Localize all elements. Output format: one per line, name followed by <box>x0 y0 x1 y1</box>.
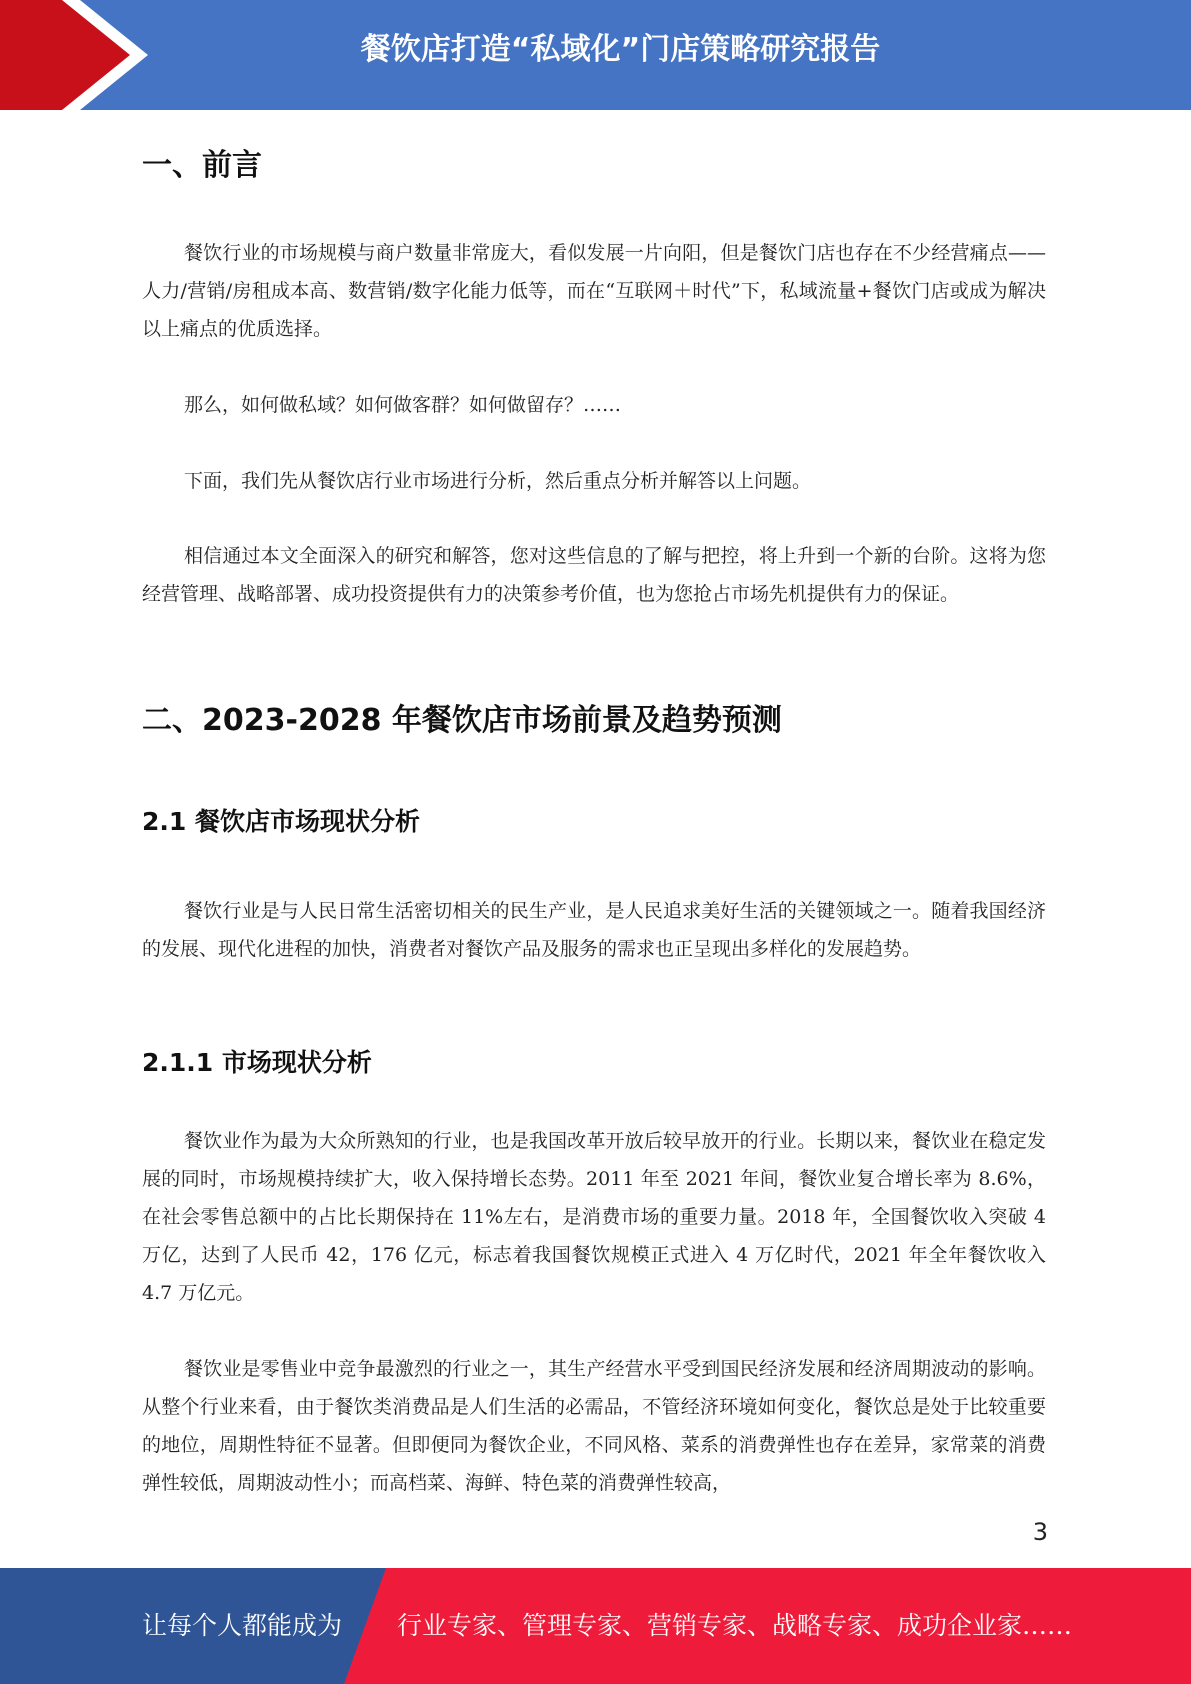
page-footer <box>0 1568 1191 1684</box>
page-number: 3 <box>1032 1518 1048 1546</box>
section-1-heading: 一、前言 <box>142 148 262 183</box>
paragraph: 餐饮行业是与人民日常生活密切相关的民生产业，是人民追求美好生活的关键领域之一。随着我国经济的发展、现代化进程的加快，消费者对餐饮产品及服务的需求也正呈现出多样化的发展趋势。 <box>142 900 1046 960</box>
section-2-1-1-heading: 2.1.1 市场现状分析 <box>142 1048 372 1077</box>
header-arrow-decoration <box>0 0 160 110</box>
paragraph: 餐饮业作为最为大众所熟知的行业，也是我国改革开放后较早放开的行业。长期以来，餐饮业在稳定发展的同时，市场规模持续扩大，收入保持增长态势。2011 年至 2021 年间，餐饮业复合增长率为 8.6%，在社会零售总额中的占比长期保持在 11%左右，是消费市场的重要力量。2018 年，全国餐饮收入突破 4 万亿，达到了人民币 42，176 亿元，标志着我国餐饮规模正式进入 4 万亿时代，2021 年全年餐饮收入 4.7 万亿元。 <box>142 1130 1046 1304</box>
page-header <box>0 0 1191 110</box>
paragraph: 餐饮行业的市场规模与商户数量非常庞大，看似发展一片向阳，但是餐饮门店也存在不少经营痛点——人力/营销/房租成本高、数营销/数字化能力低等，而在“互联网＋时代”下，私域流量+餐饮门店或成为解决以上痛点的优质选择。 <box>142 242 1046 340</box>
section-2-heading: 二、2023-2028 年餐饮店市场前景及趋势预测 <box>142 703 782 738</box>
paragraph: 下面，我们先从餐饮店行业市场进行分析，然后重点分析并解答以上问题。 <box>184 470 812 492</box>
paragraph: 餐饮业是零售业中竞争最激烈的行业之一，其生产经营水平受到国民经济发展和经济周期波动的影响。从整个行业来看，由于餐饮类消费品是人们生活的必需品，不管经济环境如何变化，餐饮总是处于比较重要的地位，周期性特征不显著。但即便同为餐饮企业，不同风格、菜系的消费弹性也存在差异，家常菜的消费弹性较低，周期波动性小；而高档菜、海鲜、特色菜的消费弹性较高， <box>142 1358 1046 1494</box>
paragraph: 相信通过本文全面深入的研究和解答，您对这些信息的了解与把控，将上升到一个新的台阶。这将为您经营管理、战略部署、成功投资提供有力的决策参考价值，也为您抢占市场先机提供有力的保证。 <box>142 545 1046 605</box>
paragraph: 那么，如何做私域？如何做客群？如何做留存？…… <box>184 394 622 416</box>
footer-slogan-right: 行业专家、管理专家、营销专家、战略专家、成功企业家…… <box>397 1611 1073 1640</box>
section-2-1-heading: 2.1 餐饮店市场现状分析 <box>142 807 420 836</box>
footer-slogan-left: 让每个人都能成为 <box>142 1611 343 1640</box>
report-title: 餐饮店打造“私域化”门店策略研究报告 <box>360 32 881 67</box>
